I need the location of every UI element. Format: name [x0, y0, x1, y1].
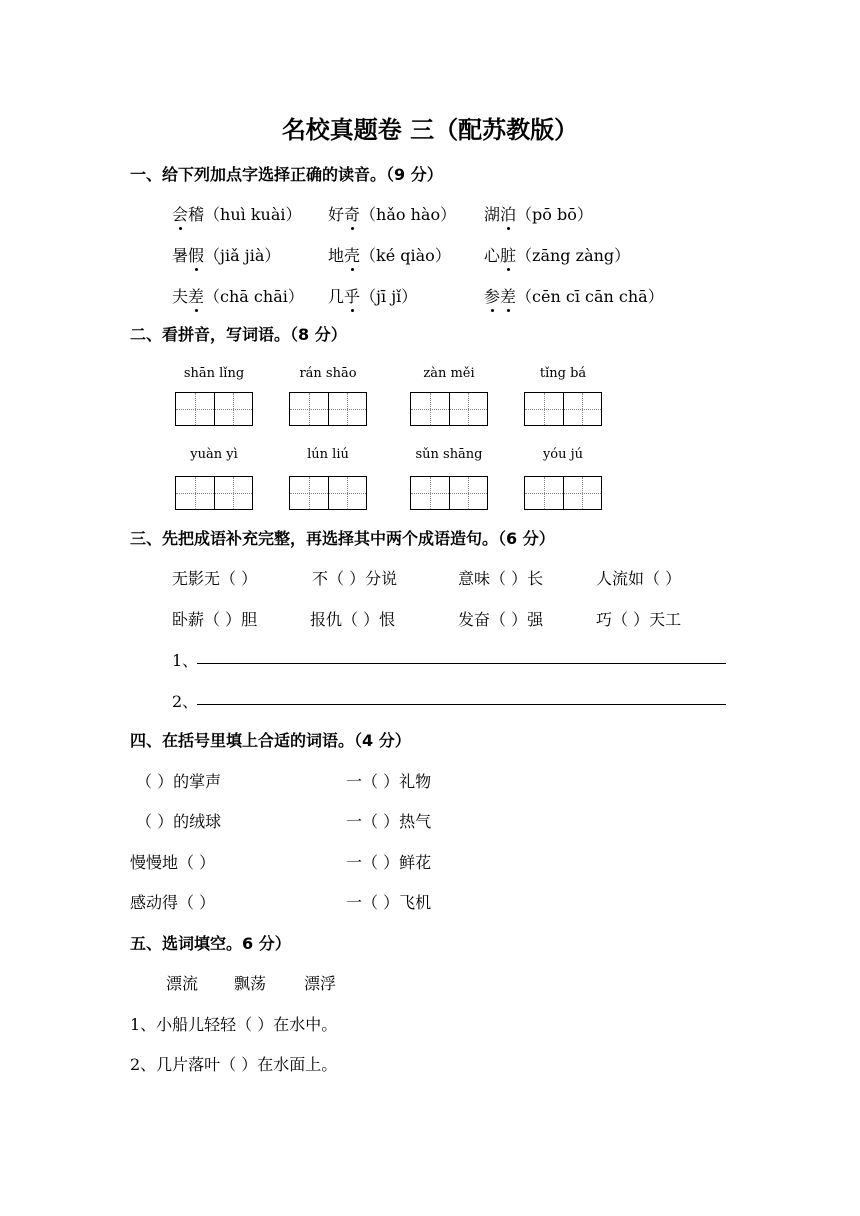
fill-left-3: 慢慢地（ ） — [130, 853, 216, 872]
pronunciation-item: 湖泊（pō bō） — [484, 202, 593, 225]
pronunciation-item: 会稽（huì kuài） — [172, 202, 302, 225]
pronunciation-item: 几乎（jī jǐ） — [328, 284, 417, 307]
pinyin-label: yuàn yì — [190, 447, 238, 462]
guide-line — [544, 393, 545, 425]
guide-line — [544, 477, 545, 509]
fill-right-4: 一（ ）飞机 — [346, 893, 432, 912]
guide-line — [430, 393, 431, 425]
section-3-heading: 三、先把成语补充完整，再选择其中两个成语造句。（6 分） — [130, 529, 555, 548]
fill-right-2: 一（ ）热气 — [346, 812, 432, 831]
writing-box[interactable] — [410, 392, 488, 426]
guide-line — [347, 393, 348, 425]
dotted-character: 脏 — [500, 243, 516, 266]
idiom-7: 发奋（ ）强 — [458, 610, 544, 629]
word-option-2: 飘荡 — [234, 974, 267, 993]
writing-box[interactable] — [410, 476, 488, 510]
writing-box[interactable] — [289, 392, 367, 426]
idiom-5: 卧薪（ ）胆 — [172, 610, 258, 629]
fill-right-3: 一（ ）鲜花 — [346, 853, 432, 872]
pinyin-label: rán shāo — [299, 366, 357, 381]
writing-box[interactable] — [175, 392, 253, 426]
pronunciation-item: 地壳（ké qiào） — [328, 243, 451, 266]
fill-left-2: （ ）的绒球 — [136, 812, 222, 831]
guide-line — [309, 393, 310, 425]
idiom-3: 意味（ ）长 — [458, 569, 544, 588]
guide-line — [290, 409, 366, 410]
guide-line — [176, 493, 252, 494]
pronunciation-item: 心脏（zāng zàng） — [484, 243, 630, 266]
dotted-character: 泊 — [500, 202, 516, 225]
guide-line — [195, 393, 196, 425]
word-option-3: 漂浮 — [304, 974, 337, 993]
guide-line — [347, 477, 348, 509]
guide-line — [411, 493, 487, 494]
sentence-1-label: 1、 — [172, 651, 199, 670]
pinyin-label: shān lǐng — [183, 366, 245, 381]
writing-box[interactable] — [289, 476, 367, 510]
pronunciation-item: 夫差（chā chāi） — [172, 284, 304, 307]
dotted-character: 差 — [188, 284, 204, 307]
dotted-character: 差 — [500, 284, 516, 307]
dotted-character: 假 — [188, 243, 204, 266]
pinyin-label: tǐng bá — [539, 366, 587, 381]
guide-line — [468, 393, 469, 425]
fill-right-1: 一（ ）礼物 — [346, 772, 432, 791]
pronunciation-item: 参差（cēn cī cān chā） — [484, 284, 664, 307]
section-2-heading: 二、看拼音，写词语。（8 分） — [130, 325, 347, 344]
pinyin-label: sǔn shāng — [415, 447, 483, 462]
sentence-2-line[interactable] — [197, 704, 726, 705]
dotted-character: 奇 — [344, 202, 360, 225]
section-5-heading: 五、选词填空。6 分） — [130, 934, 291, 953]
pronunciation-item: 好奇（hǎo hào） — [328, 202, 456, 225]
section-1-heading: 一、给下列加点字选择正确的读音。（9 分） — [130, 165, 443, 184]
dotted-character: 会 — [172, 202, 188, 225]
idiom-6: 报仇（ ）恨 — [310, 610, 396, 629]
writing-box[interactable] — [524, 476, 602, 510]
fill-question-2: 2、几片落叶（ ）在水面上。 — [130, 1055, 338, 1074]
guide-line — [309, 477, 310, 509]
guide-line — [525, 409, 601, 410]
fill-left-4: 感动得（ ） — [130, 893, 216, 912]
pronunciation-item: 暑假（jiǎ jià） — [172, 243, 280, 266]
idiom-8: 巧（ ）天工 — [596, 610, 682, 629]
sentence-2-label: 2、 — [172, 692, 199, 711]
pinyin-label: yóu jú — [542, 447, 584, 462]
guide-line — [582, 477, 583, 509]
idiom-2: 不（ ）分说 — [312, 569, 398, 588]
guide-line — [233, 393, 234, 425]
writing-box[interactable] — [175, 476, 253, 510]
guide-line — [233, 477, 234, 509]
guide-line — [430, 477, 431, 509]
writing-box[interactable] — [524, 392, 602, 426]
idiom-4: 人流如（ ） — [596, 569, 682, 588]
pinyin-label: lún liú — [307, 447, 349, 462]
guide-line — [195, 477, 196, 509]
page-title: 名校真题卷 三（配苏教版） — [281, 116, 579, 144]
dotted-character: 乎 — [344, 284, 360, 307]
guide-line — [176, 409, 252, 410]
dotted-character: 壳 — [344, 243, 360, 266]
guide-line — [468, 477, 469, 509]
pinyin-label: zàn měi — [423, 366, 475, 381]
fill-left-1: （ ）的掌声 — [136, 772, 222, 791]
guide-line — [525, 493, 601, 494]
guide-line — [411, 409, 487, 410]
guide-line — [290, 493, 366, 494]
sentence-1-line[interactable] — [197, 663, 726, 664]
guide-line — [582, 393, 583, 425]
idiom-1: 无影无（ ） — [172, 569, 258, 588]
section-4-heading: 四、在括号里填上合适的词语。（4 分） — [130, 731, 411, 750]
fill-question-1: 1、小船儿轻轻（ ）在水中。 — [130, 1015, 338, 1034]
dotted-character: 参 — [484, 284, 500, 307]
word-option-1: 漂流 — [166, 974, 199, 993]
